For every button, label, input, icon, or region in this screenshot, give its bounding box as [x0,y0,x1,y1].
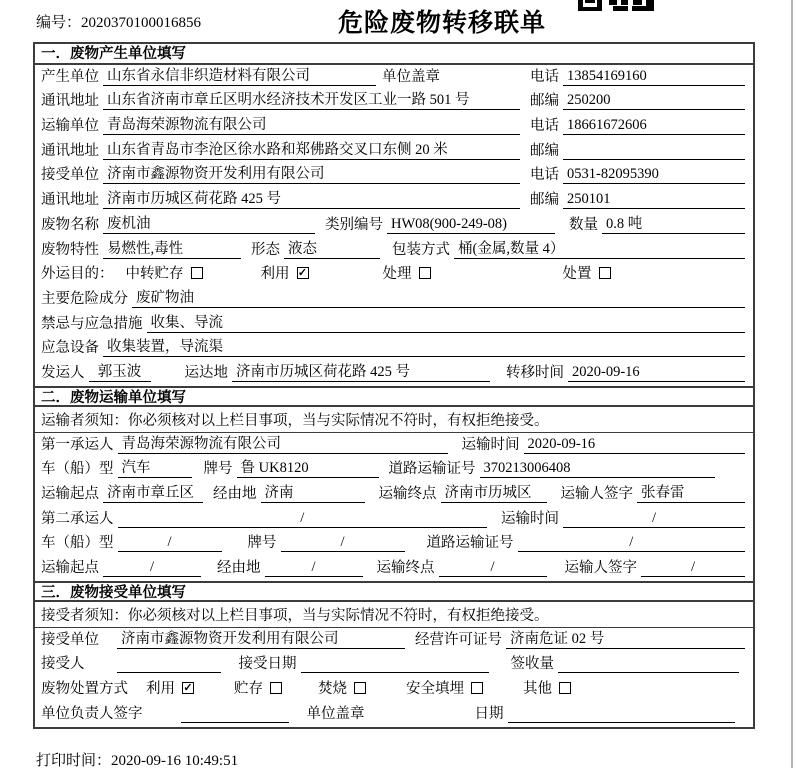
row-second-carrier [35,507,753,532]
option-label: 贮存 [234,681,263,698]
row-receiver-address [35,188,753,213]
section-3-title: 三．废物接受单位填写 [35,581,753,602]
second-carrier-label: 第二承运人 [41,510,114,527]
zip-label: 邮编 [530,93,559,110]
row-responsible-signature [35,702,753,727]
transporter-address-value: 山东省青岛市李沧区徐水路和郑佛路交叉口东侧 20 米 [103,138,520,160]
accept-person-label: 接受人 [41,656,85,673]
row-waste-property [35,238,753,263]
row-hazard-component [35,287,753,312]
quantity-label: 数量 [569,216,598,233]
receiver-label: 接受单位 [41,167,99,184]
option-label: 焚烧 [318,681,347,698]
emergency-measures-value: 收集、导流 [147,311,746,333]
receiver-value: 济南市鑫源物资开发利用有限公司 [103,162,520,184]
first-carrier-label: 第一承运人 [41,436,114,453]
disposal-option-utilize [146,677,194,698]
row-producer-address [35,90,753,115]
option-label: 处置 [562,266,592,283]
option-label: 其他 [523,681,552,698]
option-label: 利用 [146,681,175,698]
form-state-label: 形态 [251,241,280,258]
option-label: 安全填埋 [406,681,464,698]
category-code-label: 类别编号 [325,216,383,233]
manifest-table [33,42,755,729]
zip-label: 邮编 [530,192,559,209]
waste-property-label: 废物特性 [41,241,99,258]
receiver-notice [35,602,753,628]
accept-person-value [117,656,221,673]
purpose-option-utilize [261,262,309,283]
transfer-purpose-label: 外运目的： [41,266,114,283]
carrier-signature-label: 运输人签字 [564,560,637,577]
section-2-title: 二．废物运输单位填写 [35,386,753,407]
transporter-phone-value: 18661672606 [563,117,745,135]
license-label: 经营许可证号 [415,631,502,648]
row-vehicle-1 [35,458,753,483]
quantity-value: 0.8 吨 [602,212,745,234]
road-permit-label: 道路运输证号 [426,535,514,552]
plate-label: 牌号 [247,535,277,552]
transport-date-2-value: / [563,510,745,528]
print-time-label: 打印时间： [36,753,112,769]
row-waste-name [35,213,753,238]
road-permit-value: 370213006408 [480,460,716,478]
via-label: 经由地 [213,486,257,502]
row-emergency-equipment [35,337,753,362]
purpose-option-storage [126,262,203,283]
producer-address-value: 山东省济南市章丘区明水经济技术开发区工业一路 501 号 [103,88,520,110]
hazard-component-value: 废矿物油 [132,286,745,308]
row-accept-person [35,653,753,678]
row-first-carrier [35,433,753,458]
responsible-signature-value [181,706,289,723]
zip-label: 邮编 [530,142,559,159]
category-code-value: HW08(900-249-08) [387,216,555,234]
via-value: 济南 [261,481,365,503]
license-value: 济南危证 02 号 [506,627,745,649]
receiver-phone-value: 0531-82095390 [563,166,745,184]
qr-code-fragment-icon [578,0,654,11]
row-transporter [35,114,753,139]
phone-label: 电话 [530,68,559,85]
unit-seal-label: 单位盖章 [382,68,440,85]
page-title: 危险废物转移联单 [338,10,547,37]
disposal-option-store [234,677,282,698]
checkbox-storage [191,267,203,279]
consignor-label: 发运人 [41,364,85,381]
transporter-value: 青岛海荣源物流有限公司 [103,113,520,135]
road-permit-2-value: / [518,534,746,552]
purpose-option-treat [383,262,431,283]
accept-unit-value: 济南市鑫源物资开发利用有限公司 [117,627,405,649]
receipt-qty-value [558,656,739,673]
address-label: 通讯地址 [41,192,99,209]
transporter-zip-value [563,143,745,160]
transporter-notice [35,407,753,433]
vehicle-type-label: 车（船）型 [41,461,114,478]
vehicle-type-2-value: / [118,534,222,552]
row-consignor [35,361,753,386]
vehicle-type-value: 汽车 [118,456,192,478]
vehicle-type-label: 车（船）型 [41,535,114,552]
option-label: 中转贮存 [125,266,184,283]
unit-seal-label: 单位盖章 [306,705,365,722]
row-producer [35,65,753,90]
plate-2-value: / [281,534,405,552]
row-vehicle-2 [35,532,753,557]
producer-phone-value: 13854169160 [563,68,745,86]
origin-label: 运输起点 [41,560,99,577]
consignor-value: 郭玉波 [89,360,151,382]
endpoint-2-value: / [439,559,547,577]
origin-2-value: / [103,559,201,577]
receiver-zip-value: 250101 [563,191,745,209]
waste-property-value: 易燃性,毒性 [103,237,241,259]
disposal-option-incinerate [318,677,366,698]
checkbox-dispose [599,267,611,279]
waste-name-label: 废物名称 [41,216,99,233]
endpoint-label: 运输终点 [376,560,435,577]
checkbox-disposal-store [270,682,282,694]
hazard-component-label: 主要危险成分 [41,290,128,307]
option-label: 处理 [382,266,412,283]
second-carrier-value: / [118,510,488,528]
print-time-value: 2020-09-16 10:49:51 [111,753,239,769]
producer-label: 产生单位 [41,68,99,85]
producer-zip-value: 250200 [563,92,745,110]
disposal-option-landfill [406,677,483,698]
transfer-date-label: 转移时间 [506,364,564,381]
transporter-notice-label: 运输者须知： [41,412,128,429]
purpose-option-dispose [563,262,611,283]
phone-label: 电话 [530,118,559,135]
via-label: 经由地 [217,560,261,577]
waste-name-value: 废机油 [103,212,315,234]
doc-number [36,11,201,32]
transport-date-value: 2020-09-16 [524,436,746,454]
row-route-1 [35,482,753,507]
responsible-signature-label: 单位负责人签字 [41,705,143,722]
accept-unit-label: 接受单位 [41,631,99,648]
receiver-notice-text: 你必须核对以上栏目事项，当与实际情况不符时，有权拒绝接受。 [128,608,549,625]
date-value [508,706,736,723]
page-edge-line [791,0,793,768]
address-label: 通讯地址 [41,142,99,159]
section-1-title: 一．废物产生单位填写 [35,44,753,65]
endpoint-label: 运输终点 [378,486,437,502]
plate-label: 牌号 [203,461,233,478]
row-emergency-measures [35,312,753,337]
row-disposal-method [35,677,753,702]
destination-value: 济南市历城区荷花路 425 号 [232,360,490,382]
checkbox-disposal-utilize-checked: ✓ [183,681,193,694]
form-state-value: 液态 [284,237,380,259]
row-transfer-purpose [35,263,753,288]
print-time [36,749,238,770]
disposal-method-label: 废物处置方式 [41,681,128,698]
transport-date-label: 运输时间 [501,510,559,527]
doc-number-label: 编号： [36,15,82,31]
transporter-notice-text: 你必须核对以上栏目事项，当与实际情况不符时，有权拒绝接受。 [128,412,549,429]
row-receiver [35,164,753,189]
carrier-signature-value: 张春雷 [637,481,745,503]
transfer-date-value: 2020-09-16 [568,364,745,382]
road-permit-label: 道路运输证号 [388,461,476,478]
receiver-address-value: 济南市历城区荷花路 425 号 [103,187,520,209]
packaging-label: 包装方式 [392,241,450,258]
row-transporter-address [35,139,753,164]
packaging-value: 桶(金属,数量 4） [454,237,745,259]
accept-date-label: 接受日期 [238,656,297,673]
emergency-equipment-value: 收集装置，导流渠 [103,335,745,357]
origin-label: 运输起点 [41,486,99,502]
transporter-label: 运输单位 [41,118,99,135]
phone-label: 电话 [530,167,559,184]
carrier-signature-label: 运输人签字 [560,486,633,502]
transport-date-label: 运输时间 [461,436,520,453]
origin-value: 济南市章丘区 [103,481,203,503]
accept-date-value [301,656,489,673]
via-2-value: / [265,559,363,577]
emergency-measures-label: 禁忌与应急措施 [41,315,143,332]
carrier-signature-2-value: / [641,559,745,577]
address-label: 通讯地址 [41,93,99,110]
row-accept-unit [35,628,753,653]
checkbox-utilize-checked: ✓ [297,266,308,279]
checkbox-treat [419,267,431,279]
row-route-2 [35,556,753,581]
date-label: 日期 [474,705,504,722]
checkbox-disposal-other [559,682,571,694]
doc-number-value: 2020370100016856 [81,15,202,31]
first-carrier-value: 青岛海荣源物流有限公司 [118,432,448,454]
destination-label: 运达地 [184,364,228,381]
receipt-qty-label: 签收量 [510,656,554,673]
producer-value: 山东省永信非织造材料有限公司 [103,64,376,86]
checkbox-disposal-landfill [471,682,483,694]
checkbox-disposal-incinerate [354,682,366,694]
option-label: 利用 [260,266,290,283]
endpoint-value: 济南市历城区 [441,481,547,503]
disposal-option-other [523,677,571,698]
emergency-equipment-label: 应急设备 [41,340,99,357]
plate-value: 鲁 UK8120 [237,456,379,478]
receiver-notice-label: 接受者须知： [41,608,128,625]
